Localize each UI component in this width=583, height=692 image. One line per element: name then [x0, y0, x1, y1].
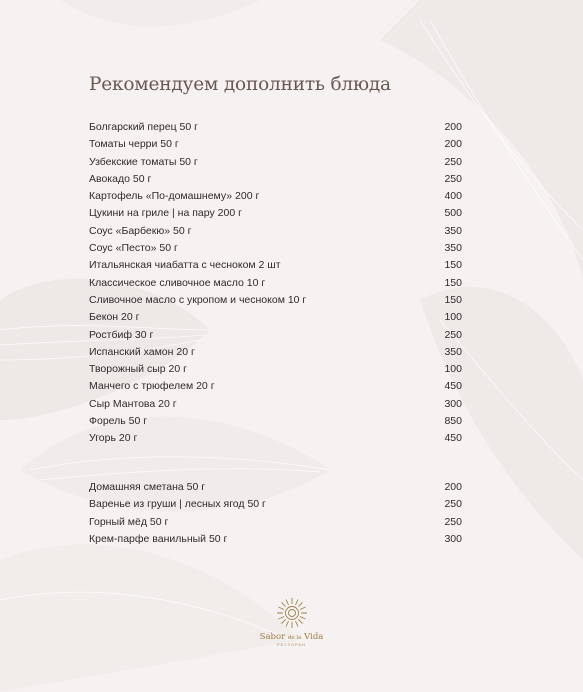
item-price: 300	[444, 532, 462, 545]
list-item	[89, 225, 462, 242]
item-price: 150	[444, 276, 462, 289]
item-name: Соус «Песто» 50 г	[89, 242, 178, 255]
brand-name: Sabor de la Vida	[259, 632, 324, 642]
item-name: Болгарский перец 50 г	[89, 121, 198, 133]
list-item	[89, 190, 462, 207]
sun-emblem-icon	[274, 596, 310, 630]
item-price: 450	[444, 432, 462, 445]
list-item	[89, 346, 462, 363]
list-item	[89, 415, 462, 432]
item-price: 200	[444, 481, 462, 493]
list-item	[89, 121, 462, 138]
item-price: 200	[444, 121, 462, 133]
item-name: Угорь 20 г	[89, 432, 138, 445]
item-name: Творожный сыр 20 г	[89, 363, 187, 376]
list-item	[89, 173, 462, 190]
item-price: 250	[444, 328, 462, 341]
item-name: Сыр Мантова 20 г	[89, 397, 177, 410]
item-price: 400	[444, 190, 462, 203]
list-item	[89, 533, 462, 550]
item-name: Итальянская чиабатта с чесноком 2 шт	[89, 259, 281, 272]
item-name: Манчего с трюфелем 20 г	[89, 380, 215, 393]
item-name: Варенье из груши | лесных ягод 50 г	[89, 498, 266, 511]
item-name: Горный мёд 50 г	[89, 515, 169, 528]
list-item	[89, 138, 462, 155]
item-name: Соус «Барбекю» 50 г	[89, 224, 192, 237]
item-name: Сливочное масло с укропом и чесноком 10 г	[89, 293, 307, 306]
item-name: Домашняя сметана 50 г	[89, 481, 206, 493]
item-name: Цукини на гриле | на пару 200 г	[89, 207, 242, 220]
item-price: 250	[444, 172, 462, 185]
item-price: 850	[444, 415, 462, 428]
item-price: 100	[444, 363, 462, 376]
brand-subtitle: РЕСТОРАН	[277, 643, 306, 647]
item-price: 450	[444, 380, 462, 393]
restaurant-logo	[0, 596, 583, 647]
addons-list	[89, 121, 462, 450]
item-price: 250	[444, 498, 462, 511]
list-item	[89, 311, 462, 328]
item-name: Испанский хамон 20 г	[89, 345, 195, 358]
list-item	[89, 516, 462, 533]
item-price: 150	[444, 293, 462, 306]
item-price: 100	[444, 311, 462, 324]
item-price: 300	[444, 397, 462, 410]
list-item	[89, 481, 462, 498]
list-item	[89, 207, 462, 224]
list-item	[89, 498, 462, 515]
list-item	[89, 294, 462, 311]
list-item	[89, 432, 462, 449]
item-price: 500	[444, 207, 462, 220]
list-item	[89, 380, 462, 397]
list-item	[89, 277, 462, 294]
item-name: Крем-парфе ванильный 50 г	[89, 532, 228, 545]
dessert-addons-list	[89, 481, 462, 550]
list-item	[89, 259, 462, 276]
item-price: 350	[444, 242, 462, 255]
item-price: 250	[444, 515, 462, 528]
item-name: Авокадо 50 г	[89, 172, 152, 185]
item-price: 250	[444, 155, 462, 168]
item-name: Бекон 20 г	[89, 311, 140, 324]
item-name: Классическое сливочное масло 10 г	[89, 276, 266, 289]
item-price: 350	[444, 345, 462, 358]
list-item	[89, 242, 462, 259]
item-price: 200	[444, 138, 462, 151]
item-name: Ростбиф 30 г	[89, 328, 154, 341]
list-item	[89, 398, 462, 415]
page-title: Рекомендуем дополнить блюда	[89, 74, 391, 95]
list-item	[89, 363, 462, 380]
item-name: Узбекские томаты 50 г	[89, 155, 198, 168]
item-name: Томаты черри 50 г	[89, 138, 179, 151]
item-name: Форель 50 г	[89, 415, 148, 428]
item-name: Картофель «По-домашнему» 200 г	[89, 190, 260, 203]
list-item	[89, 329, 462, 346]
item-price: 350	[444, 224, 462, 237]
list-item	[89, 156, 462, 173]
item-price: 150	[444, 259, 462, 272]
